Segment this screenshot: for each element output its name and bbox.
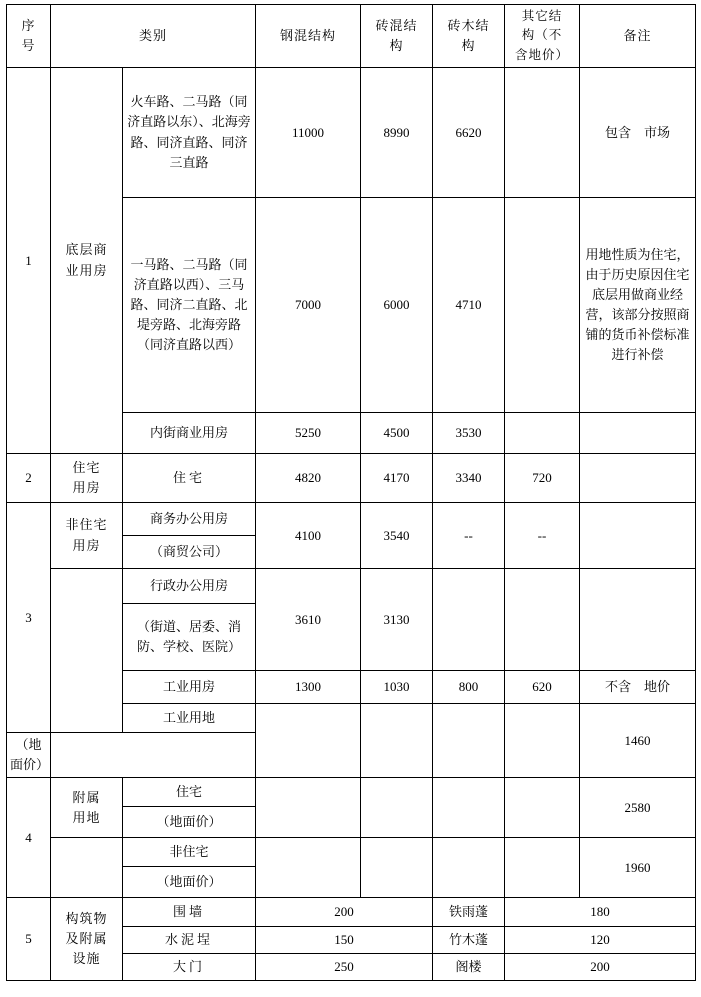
header-other: 其它结 构（不 含地价） [505, 5, 580, 68]
structure-value-a: 250 [256, 954, 433, 981]
structure-value-b: 180 [505, 898, 696, 927]
value-remark: 不含 地价 [580, 671, 696, 704]
value-brick-wood: -- [433, 503, 505, 569]
structure-name-b: 竹木蓬 [433, 927, 505, 954]
item-name-secondary: （地面价） [123, 867, 256, 898]
header-category: 类别 [51, 5, 256, 68]
item-name: 一马路、二马路（同济直路以西）、三马路、同济二直路、北堤旁路、北海旁路（同济直路以西） [123, 198, 256, 413]
value-concrete: 3610 [256, 569, 361, 671]
value-brick-concrete: 4170 [361, 454, 433, 503]
value-remark: 2580 [580, 778, 696, 838]
value-concrete: 1300 [256, 671, 361, 704]
value-remark [580, 503, 696, 569]
row-group-5: 构筑物 及附属 设施 [51, 898, 123, 981]
value-concrete [256, 704, 361, 778]
value-brick-concrete [361, 704, 433, 778]
value-brick-wood [433, 569, 505, 671]
table-row [7, 503, 696, 536]
value-remark [580, 569, 696, 671]
value-remark: 1960 [580, 838, 696, 898]
table-row [7, 454, 696, 503]
row-index-1: 1 [7, 68, 51, 454]
value-other: -- [505, 503, 580, 569]
item-name: 商务办公用房 [123, 503, 256, 536]
header-brick-concrete: 砖混结 构 [361, 5, 433, 68]
value-brick-wood [433, 838, 505, 898]
table-header-row [7, 5, 696, 68]
item-name: 行政办公用房 [123, 569, 256, 604]
value-concrete: 4100 [256, 503, 361, 569]
compensation-standards-table [6, 4, 696, 981]
header-remark: 备注 [580, 5, 696, 68]
value-other: 720 [505, 454, 580, 503]
structure-value-b: 200 [505, 954, 696, 981]
value-other [505, 68, 580, 198]
value-brick-wood [433, 704, 505, 778]
structure-name-b: 铁雨蓬 [433, 898, 505, 927]
header-brick-wood: 砖木结 构 [433, 5, 505, 68]
value-other [505, 413, 580, 454]
item-name: 非住宅 [123, 838, 256, 867]
value-brick-wood [433, 778, 505, 838]
structure-name-a: 围墙 [123, 898, 256, 927]
table-row [7, 68, 696, 198]
value-remark: 用地性质为住宅，由于历史原因住宅底层用做商业经营，该部分按照商铺的货币补偿标准进行补偿 [580, 198, 696, 413]
value-brick-concrete: 4500 [361, 413, 433, 454]
value-remark [580, 454, 696, 503]
item-name: 工业用地 [123, 704, 256, 733]
row-group-3-spacer [51, 569, 123, 733]
value-concrete: 4820 [256, 454, 361, 503]
value-other [505, 198, 580, 413]
structure-name-a: 大门 [123, 954, 256, 981]
value-other [505, 704, 580, 778]
row-index-4: 4 [7, 778, 51, 898]
row-group-4: 附属 用地 [51, 778, 123, 838]
structure-name-b: 阁楼 [433, 954, 505, 981]
item-name-secondary: （街道、居委、消防、学校、医院） [123, 604, 256, 671]
value-brick-wood: 6620 [433, 68, 505, 198]
value-brick-concrete [361, 838, 433, 898]
value-concrete: 11000 [256, 68, 361, 198]
value-brick-concrete: 1030 [361, 671, 433, 704]
table-row [7, 569, 696, 604]
row-index-5: 5 [7, 898, 51, 981]
item-name: 工业用房 [123, 671, 256, 704]
value-other [505, 838, 580, 898]
table-row [7, 898, 696, 927]
value-concrete [256, 838, 361, 898]
item-name-secondary: （地面价） [7, 733, 51, 778]
item-name: 住宅 [123, 778, 256, 807]
value-concrete: 7000 [256, 198, 361, 413]
value-brick-wood: 3340 [433, 454, 505, 503]
structure-value-a: 200 [256, 898, 433, 927]
value-remark: 包含 市场 [580, 68, 696, 198]
item-name-secondary: （商贸公司） [123, 536, 256, 569]
item-name-secondary: （地面价） [123, 807, 256, 838]
value-brick-concrete: 3130 [361, 569, 433, 671]
structure-value-a: 150 [256, 927, 433, 954]
value-brick-concrete: 8990 [361, 68, 433, 198]
value-brick-concrete [361, 778, 433, 838]
row-group-3: 非住宅 用房 [51, 503, 123, 569]
value-brick-concrete: 6000 [361, 198, 433, 413]
item-name: 火车路、二马路（同济直路以东）、北海旁路、同济直路、同济三直路 [123, 68, 256, 198]
value-concrete [256, 778, 361, 838]
table-row [7, 778, 696, 807]
row-index-3: 3 [7, 503, 51, 733]
row-group-2: 住宅 用房 [51, 454, 123, 503]
structure-value-b: 120 [505, 927, 696, 954]
row-group-1: 底层商 业用房 [51, 68, 123, 454]
value-brick-wood: 800 [433, 671, 505, 704]
header-concrete: 钢混结构 [256, 5, 361, 68]
row-index-2: 2 [7, 454, 51, 503]
value-remark: 1460 [580, 704, 696, 778]
value-remark [580, 413, 696, 454]
value-concrete: 5250 [256, 413, 361, 454]
value-brick-wood: 4710 [433, 198, 505, 413]
item-name: 内街商业用房 [123, 413, 256, 454]
value-other: 620 [505, 671, 580, 704]
value-other [505, 778, 580, 838]
structure-name-a: 水泥埕 [123, 927, 256, 954]
value-brick-concrete: 3540 [361, 503, 433, 569]
item-name: 住宅 [123, 454, 256, 503]
value-brick-wood: 3530 [433, 413, 505, 454]
table-row [7, 838, 696, 867]
value-other [505, 569, 580, 671]
header-index: 序 号 [7, 5, 51, 68]
row-group-4-spacer [51, 838, 123, 898]
